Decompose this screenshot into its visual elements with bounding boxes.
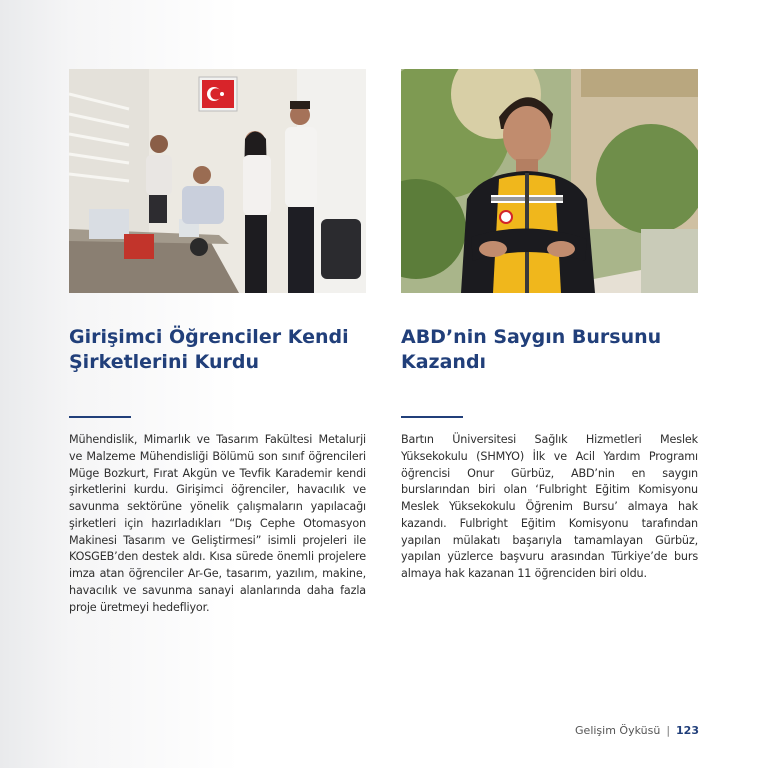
footer-separator: | [666, 724, 671, 737]
right-article-title: ABD’nin Saygın Bursunu Kazandı [401, 326, 662, 373]
footer-section-name: Gelişim Öyküsü [575, 724, 661, 737]
left-title-divider [69, 416, 131, 418]
right-title-divider [401, 416, 463, 418]
right-article-body: Bartın Üniversitesi Sağlık Hizmetleri Meslek Yüksekokulu (SHMYO) İlk ve Acil Yardım Programı öğrencisi Onur Gürbüz, ABD’nin en saygın burslarından biri olan ‘Fulbright Eğitim Komisyonu Meslek Yüksekokulu Öğrenim Bursu’ almaya hak kazandı. Fulbright Eğitim Komisyonu tarafından yapılan mülakatı başarıyla tamamlayan Gürbüz, yapılan yüzlerce başvuru arasından Türkiye’de burs almaya hak kazanan 11 öğrenciden biri oldu. [401, 433, 698, 580]
office-group-photo [69, 69, 366, 293]
left-article-body: Mühendislik, Mimarlık ve Tasarım Fakültesi Metalurji ve Malzeme Mühendisliği Bölümü son sınıf öğrencileri Müge Bozkurt, Fırat Akgün ve Tevfik Karademir kendi şirketlerini kurdu. Girişimci öğrenciler, havacılık ve savunma sektörüne yönelik çalışmaların yapılacağı şirketleri için hazırladıkları “Dış Cephe Otomasyon Makinesi Tasarım ve Geliştirmesi” isimli projeleri ile KOSGEB’den destek aldı. Kısa sürede önemli projelere imza atan öğrenciler Ar-Ge, tasarım, yazılım, makine, havacılık ve savunma sanayi alanlarında daha fazla proje üretmeyi hedefliyor. [69, 433, 366, 614]
page-number: 123 [676, 724, 699, 737]
flag-icon [199, 77, 237, 111]
page-footer [575, 724, 699, 737]
student-portrait-photo [401, 69, 698, 293]
left-article-title: Girişimci Öğrenciler Kendi Şirketlerini Kurdu [69, 326, 349, 373]
